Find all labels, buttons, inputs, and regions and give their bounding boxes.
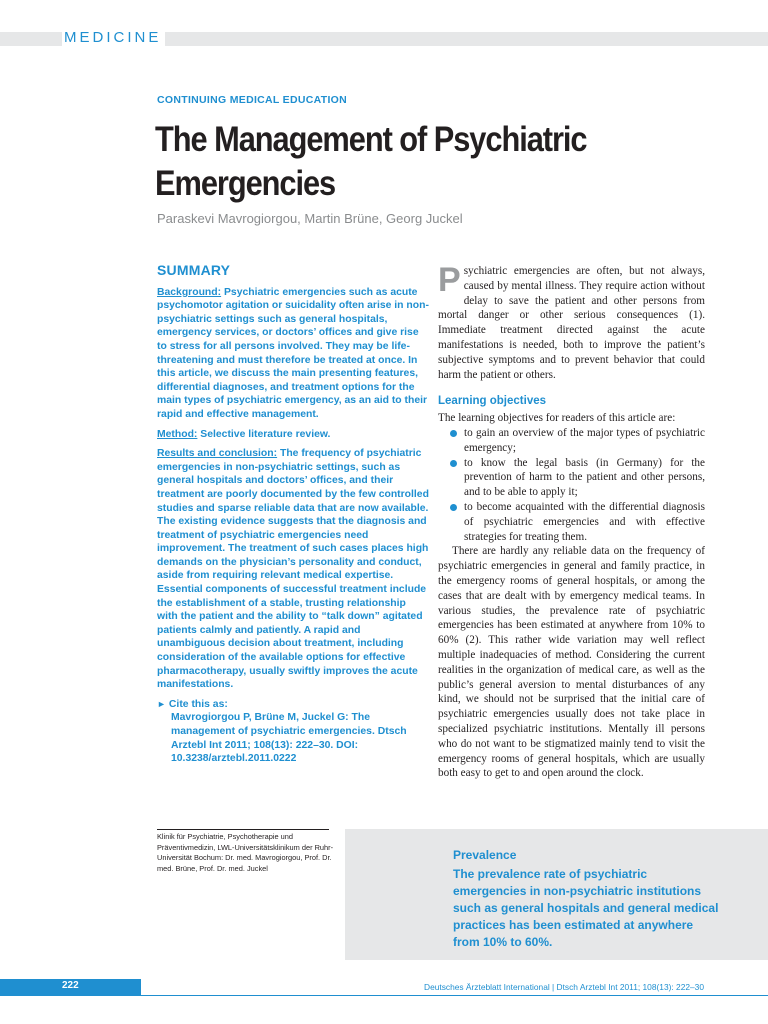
prevalence-text: The prevalence rate of psychiatric emergencies in non-psychiatric institutions such as general hospitals and general medical practices has been estimated at anywhere from 10% to 60%.: [453, 867, 719, 949]
prevalence-box: [345, 829, 768, 960]
results-text: The frequency of psychiatric emergencies in non-psychiatric settings, such as general hospitals and doctors’ offices, and their treatment are poorly documented by the few controlled studies and sparse reliable data that are now available. The existing evidence suggests that the diagnosis and treatment of psychiatric emergencies need improvement. The treatment of such cases places high demands on the physician’s personality and conduct, aside from requiring relevant medical expertise. Essential components of successful treatment include the establishment of a stable, trusting relationship with the patient and the ability to “talk down” agitated patients calmly and patiently. A rapid and unambiguous decision about treatment, including consideration of the available options for effective pharmacotherapy, usually swiftly improves the acute manifestations.: [157, 448, 429, 691]
body-column: [438, 261, 705, 781]
bullet-icon: [450, 430, 457, 437]
footer-rule: [0, 995, 768, 996]
list-item-text: to become acquainted with the differential diagnosis of psychiatric emergencies and with effective strategies for treating them.: [464, 500, 705, 543]
citation: Mavrogiorgou P, Brüne M, Juckel G: The management of psychiatric emergencies. Dtsch Arztebl Int 2011; 108(13): 222–30. DOI: 10.3238/arztebl.2011.0222: [171, 712, 407, 765]
author-affiliation: Klinik für Psychiatrie, Psychotherapie und Präventivmedizin, LWL-Universitätsklinikum der Ruhr-Universität Bochum: Dr. med. Mavrogiorgou, Prof. Dr. med. Brüne, Prof. Dr. med. Juckel: [157, 832, 334, 873]
drop-cap: P: [438, 261, 461, 299]
journal-citation: Deutsches Ärzteblatt International | Dtsch Arztebl Int 2011; 108(13): 222–30: [424, 982, 704, 992]
triangle-right-icon: ►: [157, 698, 166, 709]
affiliation-divider: [157, 829, 329, 830]
summary-method: [157, 428, 429, 442]
article-authors: Paraskevi Mavrogiorgou, Martin Brüne, Georg Juckel: [157, 211, 463, 226]
summary-background: [157, 286, 429, 422]
body-paragraph: There are hardly any reliable data on the frequency of psychiatric emergencies in general and family practice, in the emergency rooms of general hospitals, or among the cases that are dealt with by emergency medical teams. In various studies, the prevalence rate of psychiatric emergencies has been estimated at anywhere from 10% to 60% (2). This rather wide variation may well reflect multiple inadequacies of method. Considering the current realities in the organization of medical care, as well as the public’s general aversion to mental disturbances of any kind, we should not be surprised that the initial care of psychiatric emergencies usually does not take place in specialized psychiatric institutions. Mentally ill persons who do not want to be stigmatized mainly tend to visit the emergency rooms of general hospitals, which are usually both easy to get to and open around the clock.: [438, 545, 705, 780]
article-title: The Management of Psychiatric Emergencies: [155, 120, 587, 203]
list-item: [438, 500, 705, 544]
background-label: Background:: [157, 286, 222, 298]
method-text: Selective literature review.: [197, 428, 331, 440]
results-label: Results and conclusion:: [157, 448, 278, 460]
bullet-icon: [450, 460, 457, 467]
article-kicker: CONTINUING MEDICAL EDUCATION: [157, 94, 348, 106]
learning-objectives-intro: The learning objectives for readers of this article are:: [438, 412, 676, 425]
summary-results: [157, 447, 429, 692]
background-text: Psychiatric emergencies such as acute psychomotor agitation or suicidality often arise in non-psychiatric settings such as general hospitals, emergency services, or doctors’ offices and give rise to stress for all persons involved. They may be life-threatening and must therefore be treated at once. In this article, we discuss the main presenting features, differential diagnoses, and treatment options for the main types of psychiatric emergency, as an aid to their rapid and effective management.: [157, 286, 429, 420]
cite-heading: [157, 698, 429, 712]
summary-column: [157, 264, 429, 766]
cite-label: Cite this as:: [168, 698, 228, 710]
intro-text: sychiatric emergencies are often, but not always, caused by mental illness. They require action without delay to save the patient and other persons from mortal danger or other serious consequences (1). Immediate treatment directed against the acute manifestations is needed, both to improve the patient’s subjective symptoms and to prevent behavior that could harm the patient or others.: [438, 265, 705, 381]
method-label: Method:: [157, 428, 198, 440]
learning-objectives-heading: Learning objectives: [438, 395, 547, 408]
bullet-icon: [450, 504, 457, 511]
list-item-text: to gain an overview of the major types of psychiatric emergency;: [464, 426, 705, 454]
page-number: 222: [62, 980, 79, 991]
intro-paragraph: [438, 261, 705, 382]
section-label: MEDICINE: [62, 27, 165, 49]
list-item: [438, 426, 705, 456]
learning-objectives-list: [438, 426, 705, 544]
list-item-text: to know the legal basis (in Germany) for the prevention of harm to the patient and other persons, and to be able to apply it;: [464, 456, 705, 499]
list-item: [438, 456, 705, 500]
prevalence-heading: Prevalence: [453, 848, 517, 862]
summary-heading: SUMMARY: [157, 262, 231, 278]
